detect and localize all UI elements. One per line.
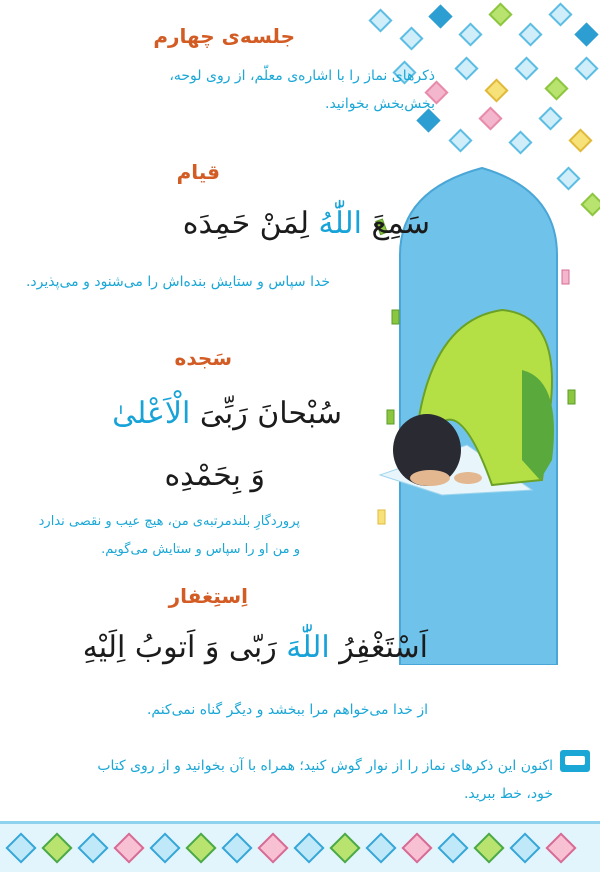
audio-instruction-line1: اکنون این ذکرهای نماز را از نوار گوش کنید؛ همراه با آن بخوانید و از روی کتاب [97,758,553,774]
istighfar-heading: اِستِغفار [168,584,248,608]
instruction-line-1: ذکرهای نماز را با اشاره‌ی معلّم، از روی لوحه، [169,68,435,84]
istighfar-translation: از خدا می‌خواهم مرا ببخشد و دیگر گناه نمی‌کنم. [146,702,428,718]
sajdeh-arabic-line2: وَ بِحَمْدِه [164,458,265,493]
sajdeh-heading: سَجده [174,346,232,370]
qiyam-arabic-highlight: اللّٰهُ [318,206,363,241]
istighfar-arabic [83,630,428,665]
qiyam-arabic-part2: لِمَنْ حَمِدَه [182,206,319,241]
audio-instruction-line2: خود، خط ببرید. [463,786,553,802]
sajdeh-arabic-line1 [112,396,342,431]
qiyam-arabic [183,206,430,241]
istighfar-arabic-part1: اَسْتَغْفِرُ [329,630,428,665]
session-title: جلسه‌ی چهارم [153,24,295,48]
sajdeh-translation-line2: و من او را سپاس و ستایش می‌گویم. [101,542,300,557]
qiyam-translation: خدا سپاس و ستایش بنده‌اش را می‌شنود و می‌پذیرد. [25,274,330,290]
sajdeh-arabic-highlight: الْاَعْلیٰ [112,396,191,431]
cassette-tape-icon [560,750,590,772]
decorative-footer-strip [0,821,600,872]
qiyam-heading: قیام [176,160,220,184]
istighfar-arabic-part2: رَبّی وَ اَتوبُ اِلَیْهِ [82,630,287,665]
instruction-line-2: بخش‌بخش بخوانید. [325,96,435,112]
sajdeh-translation-line1: پروردگارِ بلندمرتبه‌ی من، هیچ عیب و نقصی ندارد [38,514,300,529]
sajdeh-arabic-part1: سُبْحانَ رَبِّیَ [190,396,342,431]
istighfar-arabic-highlight: اللّٰهَ [286,630,330,665]
qiyam-arabic-part1: سَمِعَ [362,206,430,241]
